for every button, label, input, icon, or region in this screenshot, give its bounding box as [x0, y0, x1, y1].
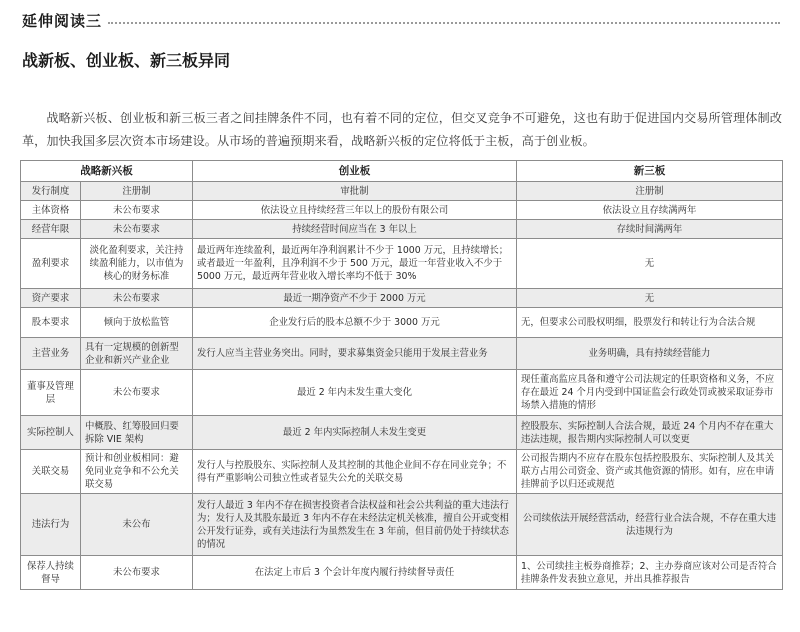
cell-xinsanban: 公司报告期内不应存在股东包括控股股东、实际控制人及其关联方占用公司资金、资产或其他资源的情形。如有，应在申请挂牌前予以归还或规范: [517, 450, 783, 494]
cell-zhanxinban: 未公布要求: [81, 556, 193, 590]
cell-zhanxinban: 未公布要求: [81, 289, 193, 308]
row-label: 董事及管理层: [21, 370, 81, 416]
table-row: [21, 416, 783, 450]
cell-zhanxinban: 未公布要求: [81, 370, 193, 416]
cell-chuangyeban: 发行人与控股股东、实际控制人及其控制的其他企业间不存在同业竞争；不得有严重影响公司独立性或者显失公允的关联交易: [193, 450, 517, 494]
table-row: [21, 239, 783, 289]
header-corner: 战略新兴板: [21, 161, 193, 182]
table-row: [21, 494, 783, 556]
cell-chuangyeban: 企业发行后的股本总额不少于 3000 万元: [193, 308, 517, 338]
table-row: [21, 201, 783, 220]
cell-chuangyeban: 最近 2 年内未发生重大变化: [193, 370, 517, 416]
row-label: 主体资格: [21, 201, 81, 220]
section-label: 延伸阅读三: [22, 12, 103, 30]
cell-chuangyeban: 最近 2 年内实际控制人未发生变更: [193, 416, 517, 450]
table-header-row: [21, 161, 783, 182]
intro-paragraph: 战略新兴板、创业板和新三板三者之间挂牌条件不同，也有着不同的定位，但交叉竞争不可避免，这也有助于促进国内交易所管理体制改革，加快我国多层次资本市场建设。从市场的普遍预期来看，战略新兴板的定位将低于主板，高于创业板。: [22, 111, 782, 149]
cell-zhanxinban: 未公布: [81, 494, 193, 556]
cell-xinsanban: 无: [517, 289, 783, 308]
row-label: 盈利要求: [21, 239, 81, 289]
table-row: [21, 182, 783, 201]
cell-chuangyeban: 持续经营时间应当在 3 年以上: [193, 220, 517, 239]
article-title: 战新板、创业板、新三板异同: [22, 51, 231, 70]
table-row: [21, 308, 783, 338]
table-row: [21, 338, 783, 370]
cell-chuangyeban: 在法定上市后 3 个会计年度内履行持续督导责任: [193, 556, 517, 590]
cell-chuangyeban: 最近一期净资产不少于 2000 万元: [193, 289, 517, 308]
header-chuangyeban: 创业板: [193, 161, 517, 182]
cell-xinsanban: 业务明确，具有持续经营能力: [517, 338, 783, 370]
cell-xinsanban: 1、公司续挂主板券商推荐；2、主办券商应该对公司是否符合挂牌条件发表独立意见，并出具推荐报告: [517, 556, 783, 590]
cell-chuangyeban: 发行人最近 3 年内不存在损害投资者合法权益和社会公共利益的重大违法行为；发行人及其股东最近 3 年内不存在未经法定机关核准，擅自公开或变相公开发行证券，或有关违法行为虽然发生在 3 年前，但目前仍处于持续状态的情况: [193, 494, 517, 556]
row-label: 发行制度: [21, 182, 81, 201]
cell-zhanxinban: 具有一定规模的创新型企业和新兴产业企业: [81, 338, 193, 370]
header-xinsanban: 新三板: [517, 161, 783, 182]
cell-xinsanban: 公司续依法开展经营活动，经营行业合法合规，不存在重大违法违规行为: [517, 494, 783, 556]
table-row: [21, 289, 783, 308]
cell-zhanxinban: 未公布要求: [81, 220, 193, 239]
cell-zhanxinban: 倾向于放松监管: [81, 308, 193, 338]
row-label: 保荐人持续督导: [21, 556, 81, 590]
row-label: 股本要求: [21, 308, 81, 338]
cell-zhanxinban: 中概股、红筹股回归要拆除 VIE 架构: [81, 416, 193, 450]
cell-chuangyeban: 审批制: [193, 182, 517, 201]
comparison-table: [20, 160, 783, 590]
cell-chuangyeban: 发行人应当主营业务突出。同时，要求募集资金只能用于发展主营业务: [193, 338, 517, 370]
table-row: [21, 220, 783, 239]
row-label: 关联交易: [21, 450, 81, 494]
table-row: [21, 450, 783, 494]
cell-xinsanban: 无，但要求公司股权明细，股票发行和转让行为合法合规: [517, 308, 783, 338]
row-label: 实际控制人: [21, 416, 81, 450]
cell-chuangyeban: 依法设立且持续经营三年以上的股份有限公司: [193, 201, 517, 220]
cell-zhanxinban: 预计和创业板相同：避免同业竞争和不公允关联交易: [81, 450, 193, 494]
row-label: 违法行为: [21, 494, 81, 556]
cell-xinsanban: 无: [517, 239, 783, 289]
cell-xinsanban: 现任董高监应具备和遵守公司法规定的任职资格和义务，不应存在最近 24 个月内受到中国证监会行政处罚或被采取证券市场禁入措施的情形: [517, 370, 783, 416]
row-label: 主营业务: [21, 338, 81, 370]
cell-chuangyeban: 最近两年连续盈利，最近两年净利润累计不少于 1000 万元，且持续增长；或者最近一年盈利，且净利润不少于 500 万元，最近一年营业收入不少于 5000 万元，最近两年营业收入增长率均不低于 30%: [193, 239, 517, 289]
row-label: 经营年限: [21, 220, 81, 239]
cell-xinsanban: 依法设立且存续满两年: [517, 201, 783, 220]
cell-xinsanban: 注册制: [517, 182, 783, 201]
row-label: 资产要求: [21, 289, 81, 308]
cell-zhanxinban: 淡化盈利要求，关注持续盈利能力，以市值为核心的财务标准: [81, 239, 193, 289]
cell-xinsanban: 控股股东、实际控制人合法合规，最近 24 个月内不存在重大违法违规，报告期内实际控制人可以变更: [517, 416, 783, 450]
cell-zhanxinban: 注册制: [81, 182, 193, 201]
table-row: [21, 556, 783, 590]
dotted-divider: [108, 22, 780, 24]
cell-zhanxinban: 未公布要求: [81, 201, 193, 220]
table-row: [21, 370, 783, 416]
cell-xinsanban: 存续时间满两年: [517, 220, 783, 239]
